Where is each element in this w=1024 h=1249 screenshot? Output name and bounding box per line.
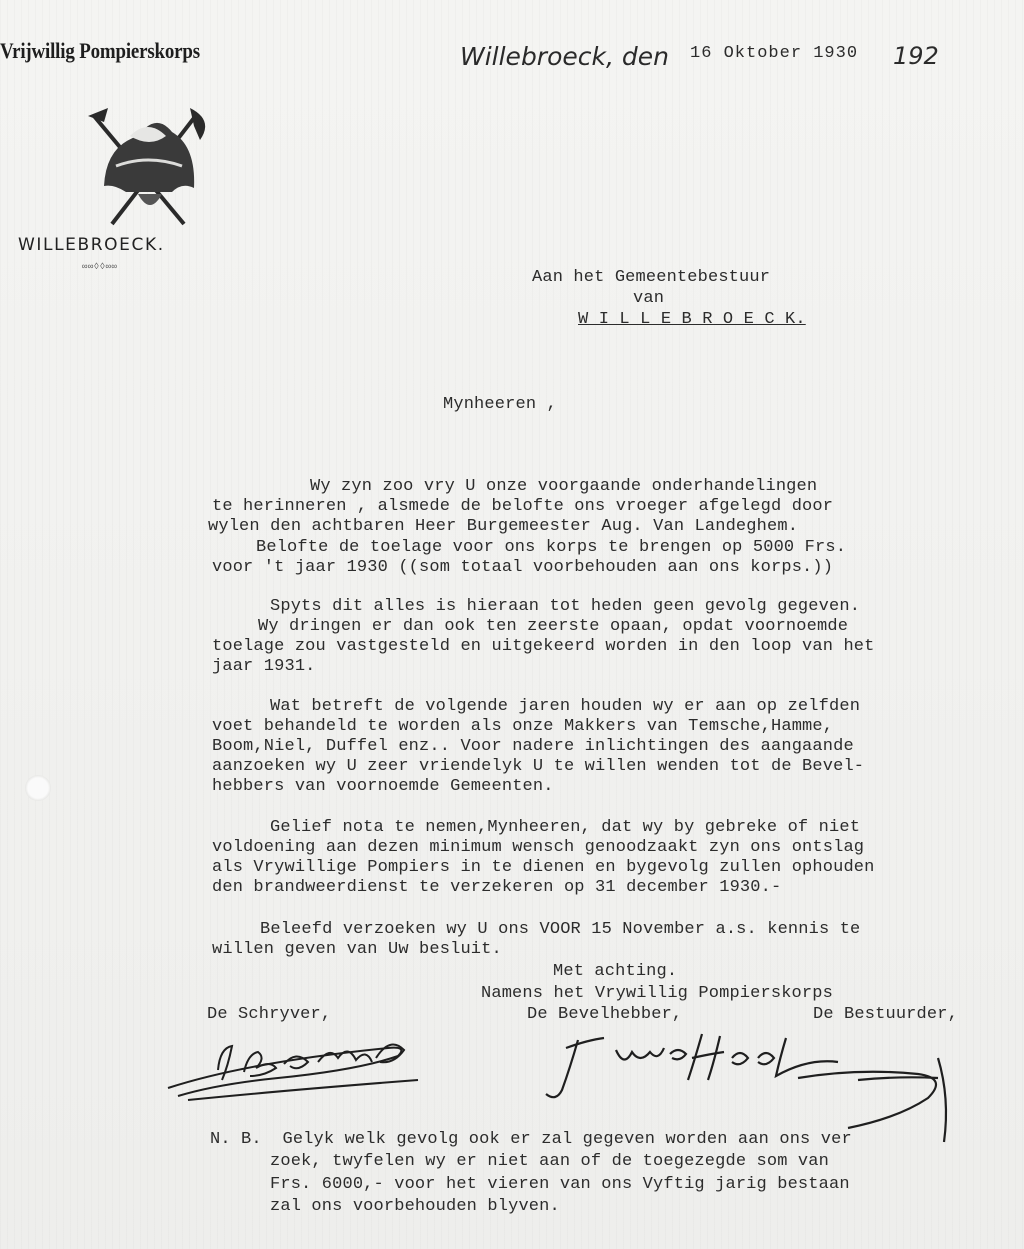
body-line: Wat betreft de volgende jaren houden wy er aan op zelfden [270, 697, 861, 716]
postscript-line: zal ons voorbehouden blyven. [270, 1197, 560, 1216]
postscript-line: N. B. Gelyk welk gevolg ook er zal gegeven worden aan ons ver [210, 1130, 852, 1149]
body-line: willen geven van Uw besluit. [212, 940, 502, 959]
letterhead-ornament: ∞∞◊◊∞∞ [82, 262, 118, 272]
secretary-signature [168, 1045, 418, 1100]
body-line: voldoening aan dezen minimum wensch genoodzaakt zyn ons ontslag [212, 838, 865, 857]
body-line: hebbers van voornoemde Gemeenten. [212, 777, 554, 796]
body-line: voet behandeld te worden als onze Makkers van Temsche,Hamme, [212, 717, 834, 736]
commander-signature [546, 1034, 946, 1142]
body-line: Boom,Niel, Duffel enz.. Voor nadere inlichtingen des aangaande [212, 737, 854, 756]
closing-commander-title: De Bevelhebber, [527, 1005, 683, 1024]
organization-name: Vrijwillig Pompierskorps [0, 38, 200, 63]
body-line: aanzoeken wy U zeer vriendelyk U te willen wenden tot de Bevel- [212, 757, 865, 776]
postscript-line: zoek, twyfelen wy er niet aan of de toegezegde som van [270, 1152, 829, 1171]
letterhead-town: WILLEBROECK. [18, 235, 165, 255]
letter-place: Willebroeck, den [460, 42, 669, 71]
body-line: wylen den achtbaren Heer Burgemeester Aug. Van Landeghem. [208, 517, 799, 536]
body-line: jaar 1931. [212, 657, 316, 676]
body-line: den brandweerdienst te verzekeren op 31 december 1930.- [212, 878, 782, 897]
letter-date: 16 Oktober 1930 [690, 44, 859, 63]
body-line: Gelief nota te nemen,Mynheeren, dat wy by gebreke of niet [270, 818, 861, 837]
postscript-line: Frs. 6000,- voor het vieren van ons Vyftig jarig bestaan [270, 1175, 850, 1194]
body-line: voor 't jaar 1930 ((som totaal voorbehouden aan ons korps.)) [212, 558, 834, 577]
punch-hole [25, 775, 51, 801]
year-prefix: 192 [893, 42, 939, 70]
address-line-1: Aan het Gemeentebestuur [532, 268, 771, 287]
closing-director-title: De Bestuurder, [813, 1005, 958, 1024]
body-line: Wy zyn zoo vry U onze voorgaande onderhandelingen [310, 477, 818, 496]
body-line: als Vrywillige Pompiers in te dienen en bygevolg zullen ophouden [212, 858, 875, 877]
fire-helmet-crest-icon [48, 88, 216, 254]
body-line: Spyts dit alles is hieraan tot heden geen gevolg gegeven. [270, 597, 861, 616]
body-line: Wy dringen er dan ook ten zeerste opaan, opdat voornoemde [258, 617, 849, 636]
body-line: te herinneren , alsmede de belofte ons vroeger afgelegd door [212, 497, 834, 516]
address-line-2: van [633, 289, 665, 308]
address-line-3: W I L L E B R O E C K. [578, 310, 806, 329]
body-line: Beleefd verzoeken wy U ons VOOR 15 November a.s. kennis te [260, 920, 861, 939]
closing-regards: Met achting. [553, 962, 678, 981]
body-line: toelage zou vastgesteld en uitgekeerd worden in den loop van het [212, 637, 875, 656]
closing-on-behalf: Namens het Vrywillig Pompierskorps [481, 984, 833, 1003]
salutation: Mynheeren , [443, 395, 557, 414]
closing-secretary-title: De Schryver, [207, 1005, 332, 1024]
body-line: Belofte de toelage voor ons korps te brengen op 5000 Frs. [256, 538, 847, 557]
